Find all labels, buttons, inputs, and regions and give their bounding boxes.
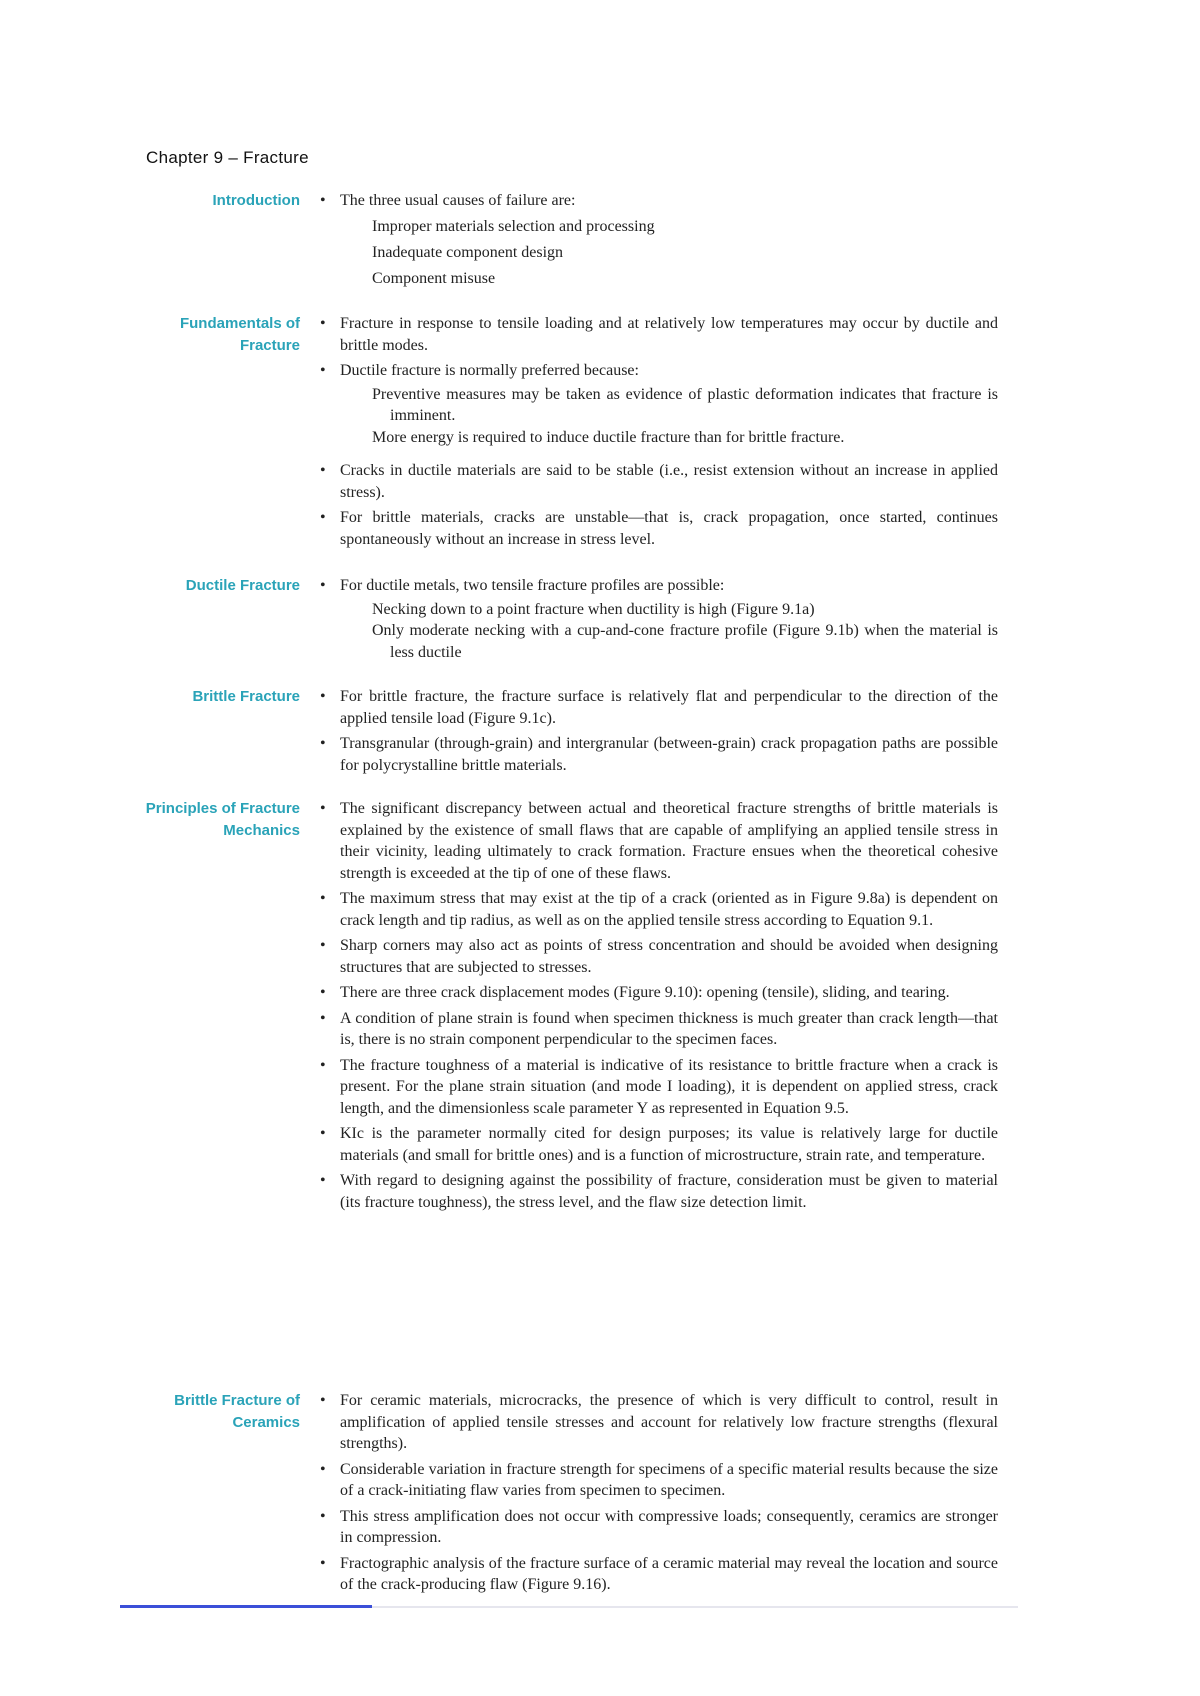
bullet-item: [318, 575, 998, 663]
section-body: [318, 798, 998, 1217]
bullet-item: [318, 1390, 998, 1455]
bullet-text: The significant discrepancy between actual and theoretical fracture strengths of brittle materials is explained by the existence of small flaws that are capable of amplifying an applied tensile stress in their vicinity, leading ultimately to crack formation. Fracture ensues when the theoretical cohesive strength is exceeded at the tip of one of these flaws.: [340, 800, 998, 882]
bullet-item: [318, 460, 998, 503]
bullet-text: Ductile fracture is normally preferred because:: [340, 362, 639, 379]
sub-item: Necking down to a point fracture when ductility is high (Figure 9.1a): [372, 600, 815, 618]
bullet-text: This stress amplification does not occur with compressive loads; consequently, ceramics are stronger in compression.: [340, 1507, 998, 1546]
section-body: [318, 1390, 998, 1600]
bullet-text: For ceramic materials, microcracks, the presence of which is very difficult to control, result in amplification of applied tensile stresses and account for relatively low fracture strengths (flexural strengths).: [340, 1392, 998, 1452]
bullet-text: With regard to designing against the possibility of fracture, consideration must be given to material (its fracture toughness), the stress level, and the flaw size detection limit.: [340, 1172, 998, 1211]
sub-item: Component misuse: [372, 269, 496, 287]
bullet-text: For ductile metals, two tensile fracture profiles are possible:: [340, 577, 725, 594]
sub-item: Improper materials selection and processing: [372, 217, 655, 235]
bullet-item: [318, 1170, 998, 1213]
bullet-item: [318, 982, 998, 1004]
bullet-text: Cracks in ductile materials are said to be stable (i.e., resist extension without an increase in applied stress).: [340, 462, 998, 501]
bullet-item: [318, 313, 998, 356]
section-label: Brittle Fracture: [192, 688, 300, 705]
bullet-item: [318, 733, 998, 776]
bullet-text: Transgranular (through-grain) and intergranular (between-grain) crack propagation paths are possible for polycrystalline brittle materials.: [340, 735, 998, 774]
sub-item: Preventive measures may be taken as evidence of plastic deformation indicates that fracture is imminent.: [372, 385, 998, 424]
footer-accent-bar: [120, 1605, 372, 1608]
section-body: [318, 190, 998, 296]
section-body: [318, 313, 998, 554]
bullet-item: [318, 935, 998, 978]
bullet-text: Fractographic analysis of the fracture surface of a ceramic material may reveal the location and source of the crack-producing flaw (Figure 9.16).: [340, 1554, 998, 1593]
bullet-item: [318, 1553, 998, 1596]
bullet-text: Fracture in response to tensile loading and at relatively low temperatures may occur by ductile and brittle modes.: [340, 315, 998, 354]
section-body: [318, 575, 998, 667]
bullet-item: [318, 1123, 998, 1166]
bullet-text: For brittle materials, cracks are unstable—that is, crack propagation, once started, continues spontaneously without an increase in stress level.: [340, 509, 998, 548]
bullet-item: [318, 1008, 998, 1051]
bullet-item: [318, 360, 998, 448]
section-label: Ductile Fracture: [185, 577, 300, 594]
section-label: Brittle Fracture of Ceramics: [174, 1392, 300, 1431]
sub-item: Inadequate component design: [372, 243, 564, 261]
bullet-item: [318, 798, 998, 884]
bullet-text: The maximum stress that may exist at the tip of a crack (oriented as in Figure 9.8a) is dependent on crack length and tip radius, as well as on the applied tensile stress according to Equation 9.1.: [340, 890, 998, 929]
bullet-item: [318, 686, 998, 729]
bullet-item: [318, 1506, 998, 1549]
bullet-item: [318, 1055, 998, 1120]
bullet-text: For brittle fracture, the fracture surface is relatively flat and perpendicular to the direction of the applied tensile load (Figure 9.1c).: [340, 688, 998, 727]
bullet-text: Considerable variation in fracture strength for specimens of a specific material results because the size of a crack-initiating flaw varies from specimen to specimen.: [340, 1460, 998, 1499]
section-label: Introduction: [212, 192, 300, 209]
bullet-text: A condition of plane strain is found when specimen thickness is much greater than crack length—that is, there is no strain component perpendicular to the specimen faces.: [340, 1009, 998, 1048]
bullet-item: [318, 1459, 998, 1502]
section-body: [318, 686, 998, 780]
bullet-text: KIc is the parameter normally cited for design purposes; its value is relatively large for ductile materials (and small for brittle ones) and is a function of microstructure, strain rate, and temperature.: [340, 1125, 998, 1164]
bullet-item: [318, 888, 998, 931]
bullet-text: There are three crack displacement modes (Figure 9.10): opening (tensile), sliding, and tearing.: [340, 984, 950, 1001]
sub-item: Only moderate necking with a cup-and-cone fracture profile (Figure 9.1b) when the material is less ductile: [372, 622, 998, 661]
bullet-text: The fracture toughness of a material is indicative of its resistance to brittle fracture when a crack is present. For the plane strain situation (and mode I loading), it is dependent on applied stress, crack length, and the dimensionless scale parameter Y as represented in Equation 9.5.: [340, 1056, 998, 1117]
sub-item: More energy is required to induce ductile fracture than for brittle fracture.: [372, 428, 845, 446]
section-label: Principles of Fracture Mechanics: [145, 800, 300, 839]
chapter-title: Chapter 9 – Fracture: [146, 148, 309, 167]
bullet-text: Sharp corners may also act as points of stress concentration and should be avoided when designing structures that are subjected to stresses.: [340, 937, 998, 976]
bullet-item: [318, 507, 998, 550]
bullet-item: [318, 190, 998, 292]
section-label: Fundamentals of Fracture: [179, 315, 300, 354]
bullet-text: The three usual causes of failure are:: [340, 192, 576, 209]
